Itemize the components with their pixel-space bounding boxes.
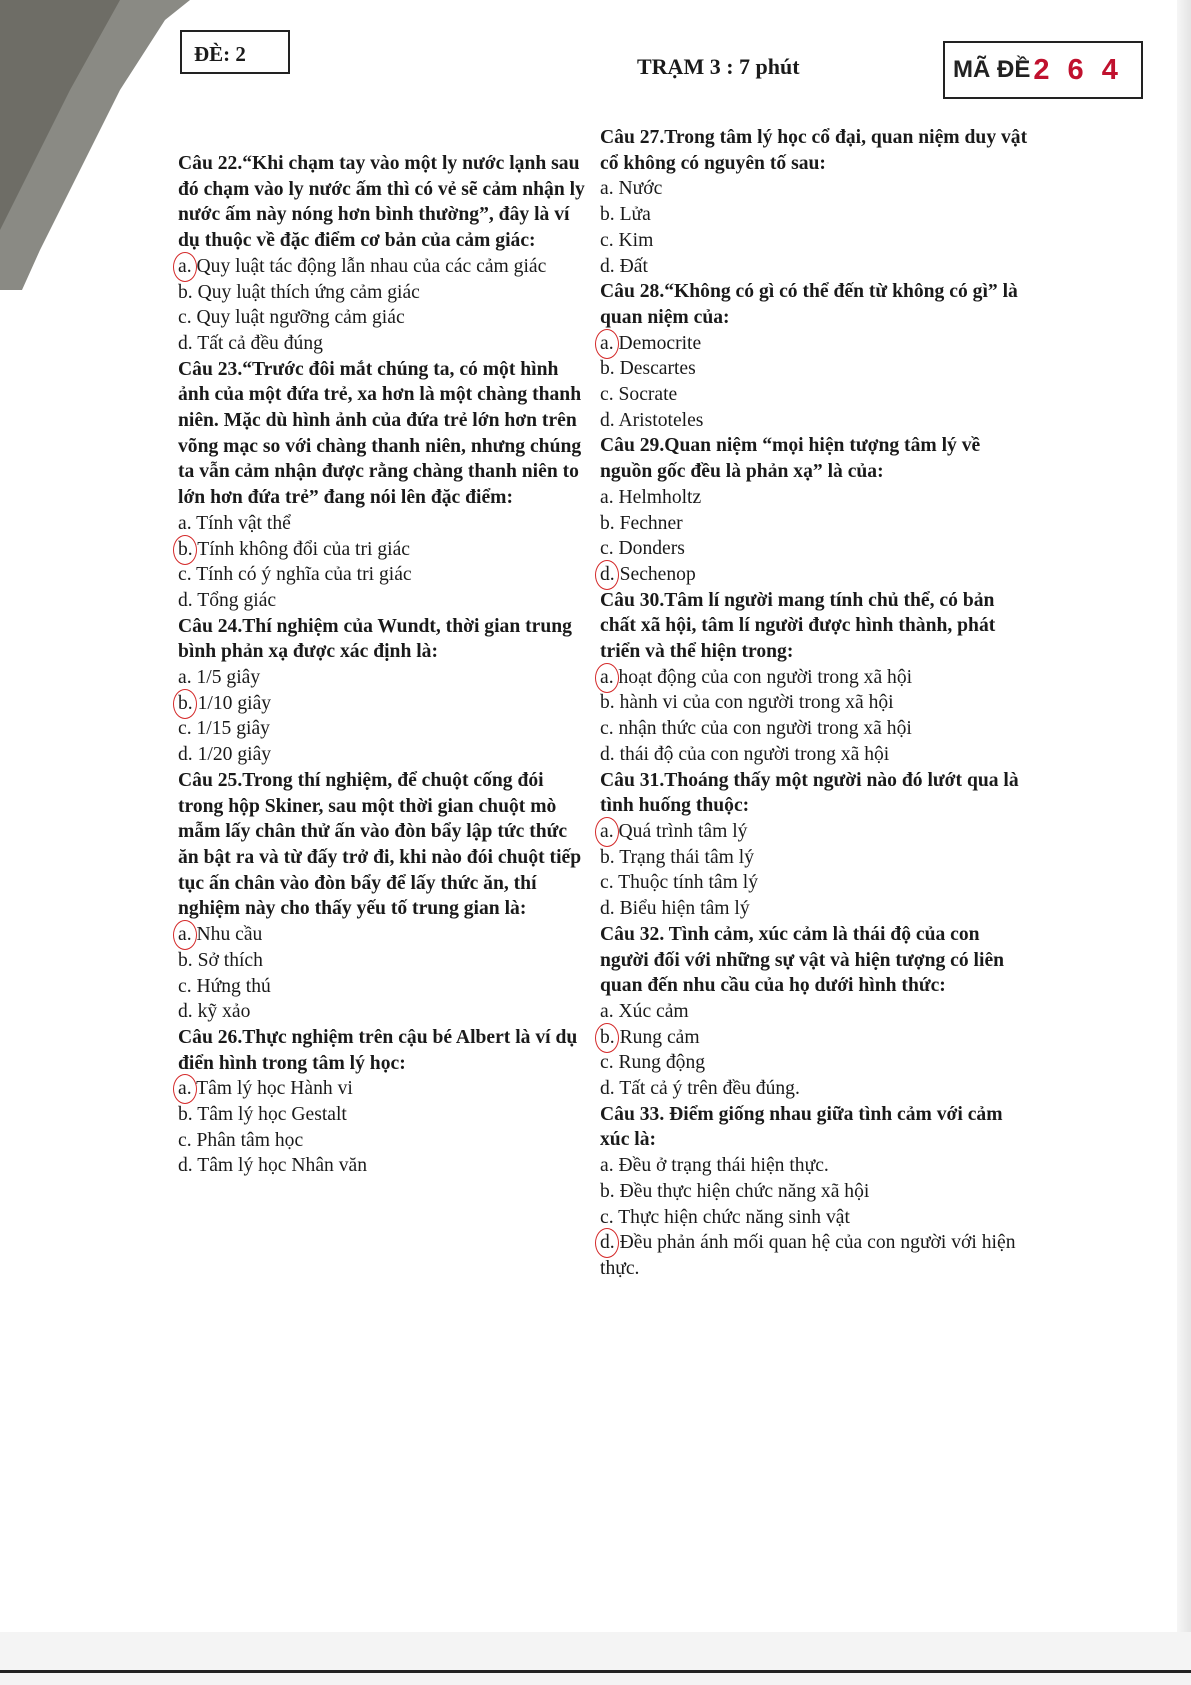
station-time: TRẠM 3 : 7 phút [637, 54, 800, 79]
option: b. Rung cảm [600, 1025, 1030, 1051]
option: a. Nhu cầu [178, 922, 588, 948]
option: c. Tính có ý nghĩa của tri giác [178, 564, 412, 586]
option: c. Rung động [600, 1052, 706, 1074]
option: a. Helmholtz [600, 486, 702, 508]
option: d. kỹ xảo [178, 1001, 251, 1023]
option: b. 1/10 giây [178, 691, 588, 717]
answer-mark [595, 663, 619, 693]
option: c. Socrate [600, 384, 678, 406]
option: a. Nước [600, 178, 663, 200]
question-23 [178, 357, 588, 614]
option: b. Descartes [600, 358, 696, 380]
option: a. 1/5 giây [178, 667, 261, 689]
option: c. Phân tâm học [178, 1129, 304, 1151]
exam-code-box [943, 41, 1143, 99]
question-text: Câu 33. Điểm giống nhau giữa tình cảm với cảm xúc là: [600, 1103, 1003, 1151]
answer-mark [173, 920, 197, 950]
option: a. Tính vật thể [178, 512, 291, 534]
scan-edge [1177, 0, 1191, 1685]
question-text: Câu 27.Trong tâm lý học cổ đại, quan niệm duy vật cổ không có nguyên tố sau: [600, 127, 1028, 174]
option: d. Tâm lý học Nhân văn [178, 1155, 368, 1177]
answer-mark [595, 1228, 619, 1258]
answer-mark [173, 535, 197, 565]
option: a. Quy luật tác động lẫn nhau của các cảm giác [178, 254, 588, 280]
option: d. Aristoteles [600, 409, 704, 431]
question-27 [600, 125, 1030, 279]
option: c. Kim [600, 229, 654, 251]
question-text: Câu 28.“Không có gì có thể đến từ không có gì” là quan niệm của: [600, 281, 1018, 328]
option: c. Thuộc tính tâm lý [600, 872, 758, 894]
option: b. Sở thích [178, 949, 263, 971]
answer-mark [595, 1023, 619, 1053]
option: b. Quy luật thích ứng cảm giác [178, 281, 420, 303]
option: b. Tính không đổi của tri giác [178, 537, 588, 563]
option: b. Trạng thái tâm lý [600, 846, 755, 868]
option: c. nhận thức của con người trong xã hội [600, 718, 912, 740]
question-30 [600, 588, 1030, 768]
option: a. Tâm lý học Hành vi [178, 1076, 588, 1102]
answer-mark [173, 252, 197, 282]
question-22 [178, 151, 588, 357]
question-31 [600, 768, 1030, 922]
question-26 [178, 1025, 588, 1179]
question-text: Câu 23.“Trước đôi mắt chúng ta, có một hình ảnh của một đứa trẻ, xa hơn là một chàng thanh niên. Mặc dù hình ảnh của đứa trẻ lớn hơn trên võng mạc so với chàng thanh niên, nhưng chúng ta vẫn cảm nhận được rằng chàng thanh niên to lớn hơn đứa trẻ” đang nói lên đặc điểm: [178, 358, 582, 509]
question-text: Câu 31.Thoáng thấy một người nào đó lướt qua là tình huống thuộc: [600, 769, 1019, 817]
option: d. Sechenop [600, 562, 1030, 588]
option: c. Hứng thú [178, 975, 271, 997]
question-text: Câu 30.Tâm lí người mang tính chủ thể, có bản chất xã hội, tâm lí người được hình thành, phát triển và thể hiện trong: [600, 589, 996, 663]
scan-bottom-line [0, 1670, 1191, 1673]
answer-mark [595, 817, 619, 847]
option: d. Biểu hiện tâm lý [600, 898, 750, 920]
option: a. hoạt động của con người trong xã hội [600, 665, 1030, 691]
exam-version-label: ĐÈ: 2 [194, 42, 246, 66]
option: b. Fechner [600, 512, 683, 534]
option: a. Đều ở trạng thái hiện thực. [600, 1155, 829, 1177]
option: d. Đều phản ánh mối quan hệ của con người với hiện thực. [600, 1230, 1030, 1281]
scan-shadow [0, 0, 190, 290]
option: c. Donders [600, 538, 685, 560]
question-29 [600, 433, 1030, 587]
question-24 [178, 614, 588, 768]
question-text: Câu 26.Thực nghiệm trên cậu bé Albert là ví dụ điển hình trong tâm lý học: [178, 1026, 578, 1074]
answer-mark [173, 1074, 197, 1104]
option: a. Quá trình tâm lý [600, 819, 1030, 845]
option: d. Tổng giác [178, 589, 277, 611]
exam-code-number: 2 6 4 [1033, 53, 1123, 86]
option: d. 1/20 giây [178, 744, 272, 766]
question-text: Câu 29.Quan niệm “mọi hiện tượng tâm lý về nguồn gốc đều là phản xạ” là của: [600, 435, 981, 483]
option: d. Đất [600, 255, 648, 277]
question-28 [600, 279, 1030, 433]
option: c. 1/15 giây [178, 718, 270, 740]
option: d. Tất cả ý trên đều đúng. [600, 1078, 800, 1100]
question-text: Câu 25.Trong thí nghiệm, để chuột cống đói trong hộp Skiner, sau một thời gian chuột mò mẫm lấy chân thử ấn vào đòn bẩy lập tức thức ăn bật ra và từ đấy trở đi, khi nào đói chuột tiếp tục ấn chân vào đòn bẩy để lấy thức ăn, thí nghiệm này cho thấy yếu tố trung gian là: [178, 769, 582, 920]
question-33 [600, 1102, 1030, 1282]
option: d. Tất cả đều đúng [178, 332, 323, 354]
option: b. hành vi của con người trong xã hội [600, 692, 894, 714]
option: b. Lửa [600, 204, 651, 226]
option: a. Democrite [600, 331, 1030, 357]
question-25 [178, 768, 588, 1025]
question-32 [600, 922, 1030, 1102]
answer-mark [595, 329, 619, 359]
answer-mark [595, 560, 619, 590]
question-text: Câu 24.Thí nghiệm của Wundt, thời gian trung bình phản xạ được xác định là: [178, 615, 572, 663]
right-column [600, 125, 1030, 1282]
option: c. Thực hiện chức năng sinh vật [600, 1206, 850, 1228]
exam-version-box [180, 30, 290, 74]
question-text: Câu 32. Tình cảm, xúc cảm là thái độ của con người đối với những sự vật và hiện tượng có liên quan đến nhu cầu của họ dưới hình thức: [600, 923, 1005, 997]
option: b. Tâm lý học Gestalt [178, 1104, 347, 1126]
question-text: Câu 22.“Khi chạm tay vào một ly nước lạnh sau đó chạm vào ly nước ấm thì có vẻ sẽ cảm nhận ly nước ấm này nóng hơn bình thường”, đây là ví dụ thuộc về đặc điểm cơ bản của cảm giác: [178, 153, 585, 252]
option: a. Xúc cảm [600, 1000, 689, 1022]
option: b. Đều thực hiện chức năng xã hội [600, 1180, 870, 1202]
exam-code-label: MÃ ĐỀ [953, 56, 1031, 83]
option: c. Quy luật ngưỡng cảm giác [178, 307, 405, 329]
scan-bottom [0, 1632, 1191, 1685]
left-column [178, 151, 588, 1179]
answer-mark [173, 689, 197, 719]
option: d. thái độ của con người trong xã hội [600, 743, 890, 765]
